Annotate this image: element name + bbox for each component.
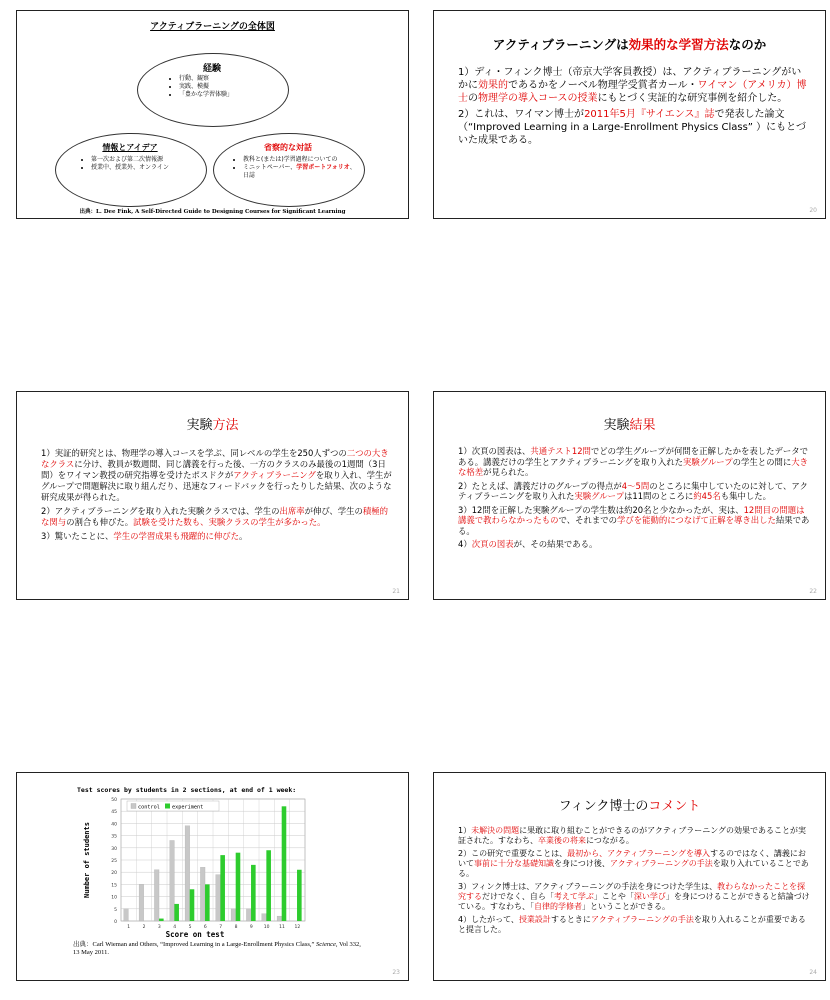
x-tick-label: 12 bbox=[294, 925, 301, 930]
x-tick-label: 10 bbox=[263, 925, 270, 930]
portfolio-highlight: 学習ポートフォリオ bbox=[296, 164, 350, 171]
highlight: 効果的 bbox=[478, 80, 508, 91]
bar-experiment bbox=[174, 904, 179, 921]
x-tick-label: 11 bbox=[279, 925, 285, 930]
text: が、その結果である。 bbox=[513, 539, 598, 549]
item-text: 、日誌 bbox=[243, 164, 356, 179]
highlight: 教わらなかったことを探究する bbox=[458, 882, 806, 901]
y-tick-label: 35 bbox=[111, 834, 117, 840]
bar-control bbox=[170, 840, 175, 921]
text: 2）この研究で重要なことは、 bbox=[458, 849, 568, 858]
highlight: 考えて学ぶ bbox=[553, 892, 594, 901]
legend-label-control: control bbox=[138, 804, 160, 811]
text: に果敢に取り組むことができるのがアクティブラーニングの効果であることが実証された。すなわち、 bbox=[458, 826, 807, 845]
page-number: 20 bbox=[809, 207, 817, 214]
x-tick-label: 4 bbox=[173, 925, 177, 930]
text: 3）12問を正解した実験グループの学生数は約20名と少なかったが、実は、 bbox=[458, 504, 744, 515]
chart-title: Test scores by students in 2 sections, at end of 1 week: bbox=[77, 786, 297, 794]
bar-control bbox=[139, 884, 144, 921]
highlight: 積極的な関与 bbox=[41, 506, 389, 527]
y-tick-label: 0 bbox=[114, 920, 117, 925]
text: 1）ディ・フィンク博士（帝京大学客員教授）は、アクティブラーニングがいかに bbox=[458, 67, 802, 91]
bar-control bbox=[262, 914, 267, 921]
highlight: 共通テスト12問 bbox=[530, 446, 591, 456]
title-text: なのか bbox=[728, 37, 767, 52]
bar-control bbox=[200, 867, 205, 921]
text: であるかをノーベル物理学受賞者カール・ bbox=[508, 80, 698, 91]
text: 結果である。 bbox=[458, 515, 810, 536]
text: が見られた。 bbox=[483, 467, 534, 477]
paragraph bbox=[458, 505, 811, 537]
text: も集中した。 bbox=[720, 491, 771, 501]
text: の学生との間に bbox=[732, 456, 792, 467]
source-text: 出典：Carl Wieman and Others, “Improved Learning in a Large-Enrollment Physics Class,” bbox=[73, 941, 317, 948]
bar-control bbox=[246, 909, 251, 921]
text: を取り入れ、学生がグループで問題解決に取り組んだり、迅速なフィードバックを行ったりした結果、次のような研究成果が得られた。 bbox=[41, 470, 392, 502]
reflective-list bbox=[231, 156, 361, 180]
list-item: • 授業中、授業外、オンライン bbox=[91, 164, 201, 172]
source-text: L. Dee Fink, A Self-Directed Guide to Designing Courses for Significant Learning bbox=[96, 209, 346, 215]
legend-label-experiment: experiment bbox=[172, 804, 204, 811]
text: を取り入れることが重要であると提言した。 bbox=[458, 915, 806, 934]
bar-control bbox=[277, 916, 282, 921]
paragraph bbox=[41, 448, 394, 503]
bar-experiment bbox=[282, 806, 287, 921]
slide-body bbox=[458, 66, 811, 150]
text: の割合も伸びた。 bbox=[66, 517, 134, 527]
slide-test-score-chart bbox=[16, 772, 409, 981]
bar-control bbox=[154, 870, 159, 921]
bar-experiment bbox=[159, 919, 164, 921]
paragraph bbox=[458, 539, 811, 550]
highlight: 2011年5月『サイエンス』誌 bbox=[584, 109, 715, 120]
slide-experiment-results bbox=[433, 391, 826, 600]
text: につながる。 bbox=[586, 836, 634, 845]
bar-experiment bbox=[236, 853, 241, 921]
text: 1）実証的研究とは、物理学の導入コースを学ぶ、同レベルの学生を250人ずつの bbox=[41, 448, 347, 458]
paragraph bbox=[458, 882, 811, 912]
title-text: 実験 bbox=[186, 418, 213, 433]
y-axis-label: Number of students bbox=[83, 822, 91, 898]
bar-experiment bbox=[251, 865, 256, 921]
bar-control bbox=[216, 875, 221, 921]
slide-title bbox=[17, 414, 408, 433]
slide-title bbox=[434, 795, 825, 814]
y-tick-label: 30 bbox=[111, 846, 117, 852]
highlight: 12問目の問題は講義で教わらなかったもの bbox=[458, 504, 805, 525]
bar-control bbox=[185, 826, 190, 921]
title-text: フィンク博士の bbox=[558, 799, 649, 814]
title-text: アクティブラーニングは bbox=[492, 37, 629, 52]
list-item: • 実践、模擬 bbox=[179, 83, 233, 91]
x-tick-label: 5 bbox=[188, 925, 192, 930]
source-journal: Science bbox=[316, 941, 336, 948]
text: でどの学生グループが何問を正解したかを表したデータである。講義だけの学生とアクティブラーニングを取り入れた bbox=[458, 446, 808, 467]
title-text: 実験 bbox=[603, 418, 630, 433]
text: の bbox=[468, 93, 478, 104]
text: 。 bbox=[238, 531, 248, 541]
y-tick-label: 25 bbox=[111, 859, 117, 864]
source-citation bbox=[17, 207, 408, 215]
text: 」ということができる。 bbox=[582, 902, 670, 911]
x-tick-label: 6 bbox=[203, 925, 207, 930]
slide-title: アクティブラーニングの全体図 bbox=[150, 22, 275, 32]
legend-swatch-experiment bbox=[165, 804, 170, 809]
text: は11問のところに bbox=[624, 491, 694, 501]
x-tick-label: 1 bbox=[127, 925, 131, 930]
text: 4）したがって、 bbox=[458, 915, 519, 924]
title-highlight: 結果 bbox=[629, 418, 656, 433]
highlight: 事前に十分な基礎知識 bbox=[474, 859, 554, 868]
text: に分け、教員が数週間、同じ講義を行った後、一方のクラスのみ最後の1週間（3日間）をワイマン教授の研究指導を受けたポスドクが bbox=[41, 459, 386, 480]
highlight: 二つの大きなクラス bbox=[41, 448, 389, 469]
highlight: 深い学び bbox=[633, 892, 666, 901]
text: 3）驚いたことに、 bbox=[41, 531, 114, 541]
x-tick-label: 2 bbox=[142, 925, 146, 930]
bar-control bbox=[231, 909, 236, 921]
highlight: 大きな格差 bbox=[458, 456, 809, 477]
text: するときに bbox=[550, 915, 591, 924]
text: するのではなく、講義において bbox=[458, 849, 806, 868]
page-number: 23 bbox=[392, 969, 400, 976]
slide-body bbox=[41, 448, 394, 545]
text: 」ことや「 bbox=[593, 892, 634, 901]
info-heading: 情報とアイデア bbox=[102, 143, 158, 152]
highlight: 卒業後の将来 bbox=[538, 836, 586, 845]
paragraph bbox=[458, 826, 811, 846]
x-tick-label: 9 bbox=[249, 925, 253, 930]
experience-heading: 経験 bbox=[202, 64, 221, 74]
text: 1）次頁の図表は、 bbox=[458, 446, 531, 456]
text: だけでなく、自ら「 bbox=[482, 892, 554, 901]
text: で発表した論文（“Improved Learning in a Large-Enrollment Physics Class” ）にもとづいた成果である。 bbox=[458, 109, 806, 146]
bar-control bbox=[124, 909, 129, 921]
paragraph bbox=[458, 849, 811, 879]
text: 」を身につけることができると結論づけている。すなわち、「 bbox=[458, 892, 810, 911]
slide-experiment-method bbox=[16, 391, 409, 600]
list-item: • 「豊かな学習体験」 bbox=[179, 91, 233, 99]
highlight: 実験グループ bbox=[574, 491, 625, 501]
page-number: 21 bbox=[392, 588, 400, 595]
bar-experiment bbox=[220, 855, 225, 921]
highlight: 授業設計 bbox=[518, 915, 551, 924]
slide-title bbox=[434, 35, 825, 53]
highlight: 実験グループ bbox=[683, 456, 733, 467]
highlight: 約45名 bbox=[693, 491, 721, 501]
slide-body bbox=[458, 826, 811, 938]
experience-list bbox=[167, 75, 233, 99]
x-tick-label: 3 bbox=[157, 925, 161, 930]
text: 2）たとえば、講義だけのグループの得点が bbox=[458, 480, 622, 491]
y-tick-label: 45 bbox=[111, 810, 117, 816]
page-number: 22 bbox=[809, 588, 817, 595]
highlight: 最初から、アクティブラーニングを導入 bbox=[567, 849, 711, 858]
text: 3）フィンク博士は、アクティブラーニングの手法を身につけた学生は、 bbox=[458, 882, 718, 891]
highlight: 学びを能動的につなげて正解を導き出した bbox=[616, 515, 776, 525]
highlight: アクティブラーニングの手法 bbox=[590, 915, 694, 924]
item-text: ミニットペーパー、 bbox=[243, 164, 297, 171]
x-tick-label: 7 bbox=[219, 925, 223, 930]
slide-is-effective bbox=[433, 10, 826, 219]
list-item: • 教科と(または)学習過程についての bbox=[243, 156, 361, 164]
title-highlight: 方法 bbox=[212, 418, 239, 433]
list-item bbox=[243, 164, 361, 180]
text: が伸び、学生の bbox=[304, 506, 363, 516]
title-highlight: コメント bbox=[648, 799, 701, 814]
x-tick-label: 8 bbox=[234, 925, 238, 930]
highlight: 次頁の図表 bbox=[471, 539, 514, 549]
y-tick-label: 40 bbox=[111, 822, 117, 828]
highlight: 試験を受けた数も、実験クラスの学生が多かった。 bbox=[133, 517, 326, 527]
text: 1） bbox=[458, 826, 472, 835]
paragraph bbox=[41, 506, 394, 528]
reflective-heading: 省察的な対話 bbox=[264, 143, 312, 152]
source-text: , Vol 332, 13 May 2011. bbox=[73, 941, 361, 956]
paragraph bbox=[458, 915, 811, 935]
highlight: アクティブラーニングの手法 bbox=[609, 859, 713, 868]
info-list bbox=[79, 156, 201, 172]
slide-body bbox=[458, 446, 811, 553]
list-item: • 行動、観察 bbox=[179, 75, 233, 83]
title-highlight: 効果的な学習方法 bbox=[628, 37, 729, 52]
paragraph bbox=[458, 481, 811, 502]
source-label: 出典： bbox=[79, 209, 97, 215]
bar-experiment bbox=[266, 850, 271, 921]
text: を身につけ後、 bbox=[554, 859, 610, 868]
paragraph bbox=[458, 446, 811, 478]
paragraph bbox=[41, 531, 394, 542]
highlight: 未解決の問題 bbox=[471, 826, 520, 835]
y-tick-label: 15 bbox=[111, 883, 117, 889]
bar-experiment bbox=[205, 884, 210, 921]
highlight: 物理学の導入コースの授業 bbox=[478, 93, 598, 104]
highlight: 出席率 bbox=[279, 506, 305, 516]
y-tick-label: 50 bbox=[111, 798, 117, 803]
paragraph bbox=[458, 66, 811, 105]
text: を取り入れていることである。 bbox=[458, 859, 809, 878]
text: のところに集中していたのに対して、アクティブラーニングを取り入れた bbox=[458, 480, 808, 501]
highlight: 自律的学修者 bbox=[534, 902, 582, 911]
paragraph bbox=[458, 108, 811, 147]
highlight: 4～5問 bbox=[621, 480, 650, 491]
highlight: アクティブラーニング bbox=[233, 470, 316, 480]
bar-experiment bbox=[297, 870, 302, 921]
bar-experiment bbox=[190, 889, 195, 921]
slide-fink-comment bbox=[433, 772, 826, 981]
y-tick-label: 20 bbox=[111, 871, 117, 877]
highlight: 学生の学習成果も飛躍的に伸びた bbox=[113, 531, 239, 541]
x-axis-label: Score on test bbox=[165, 930, 225, 939]
text: で、それまでの bbox=[558, 515, 617, 525]
highlight: ワイマン（アメリカ）博士 bbox=[458, 80, 807, 104]
page-number: 24 bbox=[809, 969, 817, 976]
y-tick-label: 10 bbox=[111, 895, 117, 901]
text: にもとづく実証的な研究事例を紹介した。 bbox=[597, 93, 788, 104]
list-item: • 第一次および第二次情報源 bbox=[91, 156, 201, 164]
slide-title bbox=[434, 414, 825, 433]
text: 4） bbox=[458, 539, 472, 549]
slide-active-learning-overview bbox=[16, 10, 409, 219]
y-tick-label: 5 bbox=[114, 907, 117, 913]
legend-swatch-control bbox=[131, 804, 136, 809]
source-citation bbox=[73, 941, 368, 957]
text: 2）アクティブラーニングを取り入れた実験クラスでは、学生の bbox=[41, 506, 280, 516]
text: 2）これは、ワイマン博士が bbox=[458, 109, 585, 120]
